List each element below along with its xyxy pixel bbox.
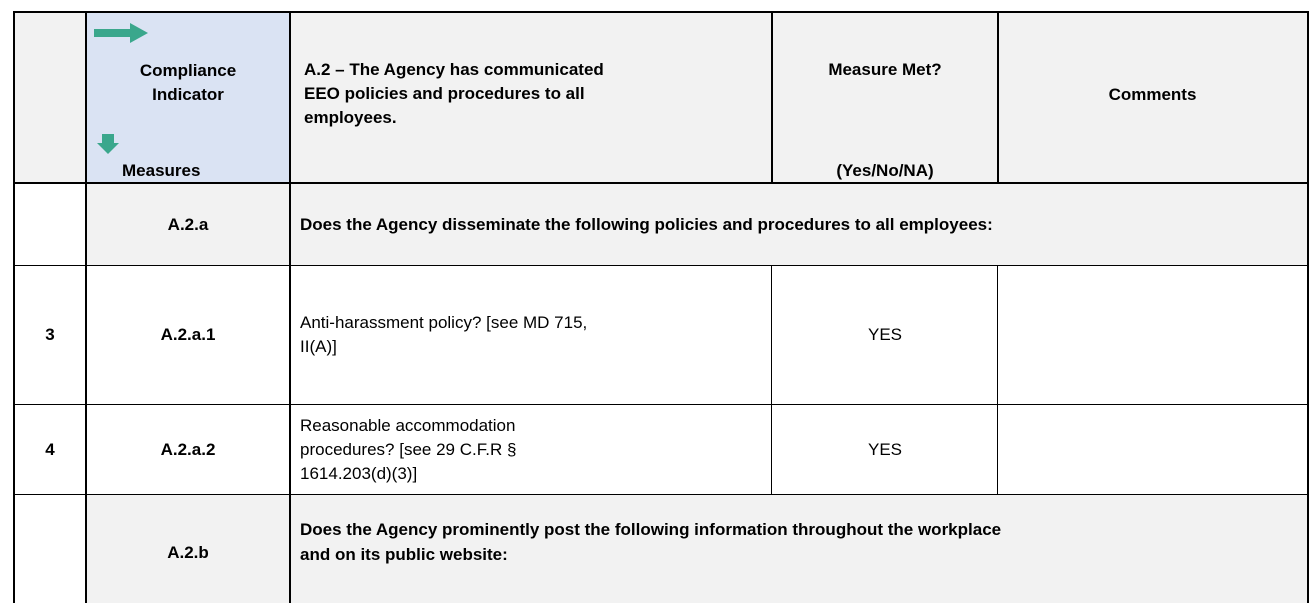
header-comments-cell (998, 12, 1307, 183)
header-indicator-text-cell (290, 12, 772, 183)
grid-line-col3-body (771, 266, 772, 495)
row-4-number: 4 (45, 439, 55, 459)
right-arrow-icon (94, 22, 148, 50)
row-a2a-number (14, 183, 86, 266)
row-a2a-text: Does the Agency disseminate the following policies and procedures to all employees: (290, 183, 1307, 266)
row-a2b-number (14, 495, 86, 603)
compliance-indicator-label: Compliance Indicator (139, 61, 237, 104)
row-3-text (290, 266, 772, 404)
grid-line-col1 (85, 11, 87, 603)
indicator-text-line-3: employees. (304, 108, 397, 127)
row-3-comments[interactable] (998, 266, 1307, 404)
row-4-text (290, 404, 772, 495)
row-4-text-line-3: 1614.203(d)(3)] (300, 463, 418, 483)
header-number-cell (14, 12, 86, 183)
grid-line-row2-bottom (14, 404, 1309, 405)
row-a2b-text (290, 495, 1307, 603)
grid-line-header-bottom (14, 182, 1309, 184)
grid-line-top (14, 11, 1309, 13)
row-4-text-line-1: Reasonable accommodation (300, 415, 516, 435)
row-4-text-line-2: procedures? [see 29 C.F.R § (300, 439, 517, 459)
grid-line-col3-header (771, 11, 773, 184)
row-3-text-line-2: II(A)] (300, 337, 337, 356)
row-4-measure: A.2.a.2 (160, 439, 216, 459)
indicator-text-line-1: A.2 – The Agency has communicated (304, 60, 604, 79)
row-3-measure: A.2.a.1 (160, 325, 216, 344)
measures-label: Measures (122, 161, 201, 180)
grid-line-row1-bottom (14, 265, 1309, 266)
measure-met-options: (Yes/No/NA) (836, 161, 934, 180)
row-a2b-measure: A.2.b (86, 495, 290, 603)
grid-line-col2 (289, 11, 291, 603)
row-3-number: 3 (45, 325, 55, 344)
grid-line-row3-bottom (14, 494, 1309, 495)
header-measure-met-cell (772, 12, 998, 183)
measure-met-label: Measure Met? (828, 60, 942, 79)
grid-line-left (13, 11, 15, 603)
row-4-comments[interactable] (998, 404, 1307, 495)
row-4-measure-met[interactable]: YES (867, 439, 903, 459)
row-3-text-line-1: Anti-harassment policy? [see MD 715, (300, 313, 588, 332)
row-a2b-text-line-2: and on its public website: (300, 545, 508, 564)
comments-label: Comments (1108, 84, 1197, 104)
indicator-text-line-2: EEO policies and procedures to all (304, 84, 585, 103)
down-arrow-icon (97, 134, 119, 160)
header-indicator-cell (86, 12, 290, 183)
row-a2b-text-line-1: Does the Agency prominently post the following information throughout the workplace (300, 520, 1002, 539)
row-a2a-measure: A.2.a (86, 183, 290, 266)
grid-line-col4-header (997, 11, 999, 184)
row-3-measure-met[interactable]: YES (867, 325, 903, 344)
grid-line-col4-body (997, 266, 998, 495)
